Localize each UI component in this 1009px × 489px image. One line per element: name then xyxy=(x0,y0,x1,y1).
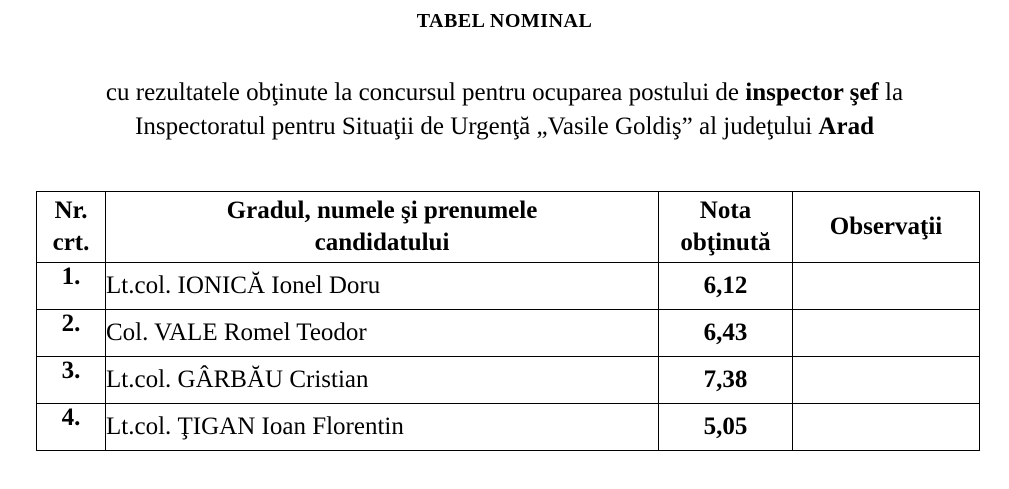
header-name-line-1: Gradul, numele şi prenumele xyxy=(226,197,538,224)
header-observations xyxy=(793,192,980,263)
row-nr: 1. xyxy=(37,263,106,310)
row-candidate-name: Lt.col. IONICĂ Ionel Doru xyxy=(106,263,659,310)
header-grade xyxy=(659,192,793,263)
row-candidate-name: Lt.col. ŢIGAN Ioan Florentin xyxy=(106,404,659,451)
row-grade: 7,38 xyxy=(659,357,793,404)
intro-county-bold: Arad xyxy=(818,113,874,140)
table-row xyxy=(37,310,980,357)
row-nr: 4. xyxy=(37,404,106,451)
header-nr xyxy=(37,192,106,263)
row-grade: 6,12 xyxy=(659,263,793,310)
row-observations xyxy=(793,404,980,451)
table-row xyxy=(37,263,980,310)
header-nr-line-2: crt. xyxy=(52,229,90,256)
intro-position-bold: inspector şef xyxy=(745,79,879,106)
row-nr: 2. xyxy=(37,310,106,357)
table-row xyxy=(37,357,980,404)
row-observations xyxy=(793,263,980,310)
document-title: TABEL NOMINAL xyxy=(416,10,593,32)
table-row xyxy=(37,404,980,451)
header-name xyxy=(106,192,659,263)
row-grade: 5,05 xyxy=(659,404,793,451)
row-candidate-name: Lt.col. GÂRBĂU Cristian xyxy=(106,357,659,404)
intro-line-1-end: la xyxy=(878,79,904,106)
header-grade-line-1: Nota xyxy=(699,197,752,224)
row-grade: 6,43 xyxy=(659,310,793,357)
intro-line-2-text: Inspectoratul pentru Situaţii de Urgenţă „Vasile Goldiş” al judeţului xyxy=(135,113,819,140)
header-name-line-2: candidatului xyxy=(314,229,450,256)
intro-line-2 xyxy=(0,110,1009,144)
row-observations xyxy=(793,310,980,357)
intro-line-1-text: cu rezultatele obţinute la concursul pentru ocuparea postului de xyxy=(105,79,746,106)
results-table xyxy=(36,191,980,451)
header-nr-line-1: Nr. xyxy=(54,197,88,224)
row-candidate-name: Col. VALE Romel Teodor xyxy=(106,310,659,357)
intro-line-1 xyxy=(0,76,1009,110)
intro-paragraph xyxy=(0,76,1009,144)
header-observations-text: Observaţii xyxy=(829,213,943,240)
table-header-row xyxy=(37,192,980,263)
row-nr: 3. xyxy=(37,357,106,404)
row-observations xyxy=(793,357,980,404)
header-grade-line-2: obţinută xyxy=(680,229,771,256)
